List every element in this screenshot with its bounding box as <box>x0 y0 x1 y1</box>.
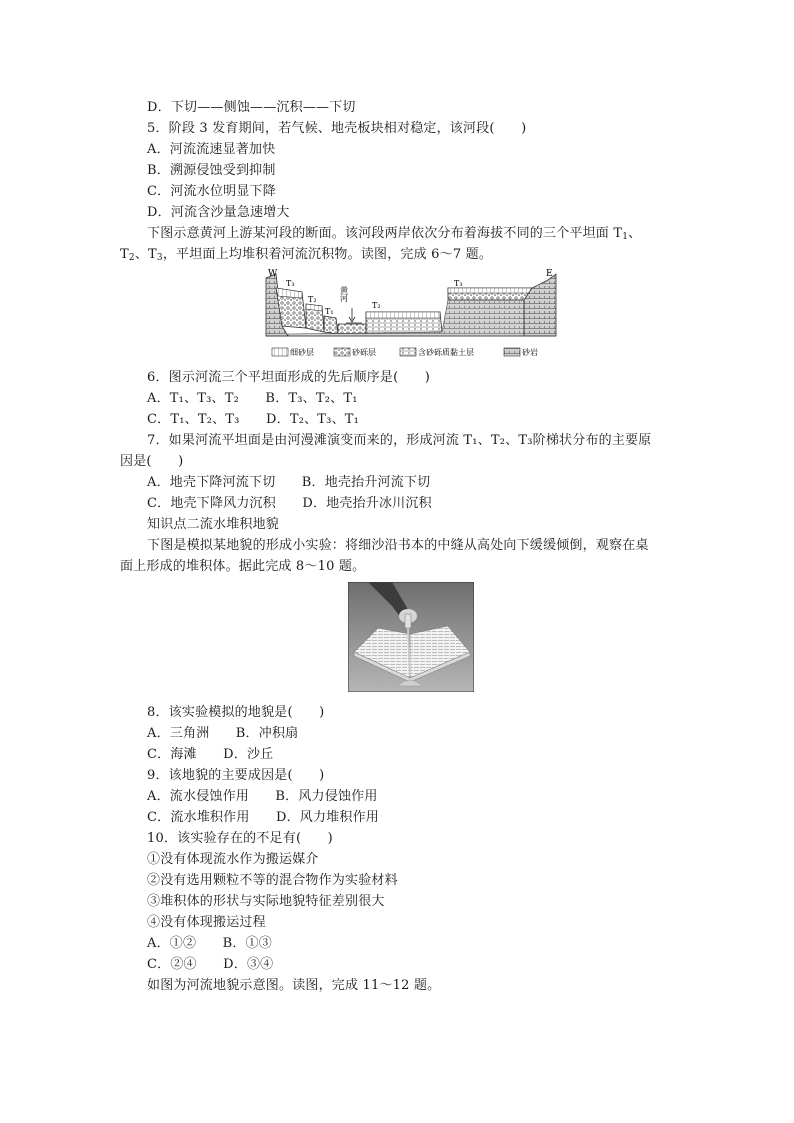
river-terrace-cross-section <box>262 266 562 362</box>
label-e: E <box>546 269 553 279</box>
q5-option-a: A．河流流速显著加快 <box>147 142 276 157</box>
question-5: 5．阶段 3 发育期间，若气候、地壳板块相对稳定，该河段( ) <box>147 121 527 136</box>
question-8: 8．该实验模拟的地貌是( ) <box>147 705 325 720</box>
q10-statement-2: ②没有选用颗粒不等的混合物作为实验材料 <box>147 873 398 888</box>
q10-options-ab: A．①② B．①③ <box>147 936 272 951</box>
question-6: 6．图示河流三个平坦面形成的先后顺序是( ) <box>147 370 431 385</box>
q10-options-cd: C．②④ D．③④ <box>147 957 274 972</box>
t1-terrace <box>324 316 338 334</box>
question-10: 10．该实验存在的不足有( ) <box>147 831 333 846</box>
sand-on-book-photo-icon <box>348 582 474 692</box>
q4-option-d: D．下切——侧蚀——沉积——下切 <box>147 100 356 115</box>
q5-option-d: D．河流含沙量急速增大 <box>147 205 290 220</box>
legend-fine-sand: 细砂层 <box>290 348 314 357</box>
question-7-line1: 7．如果河流平坦面是由河漫滩演变而来的，形成河流 T₁、T₂、T₃阶梯状分布的主要原 <box>147 433 652 448</box>
q9-options-cd: C．流水堆积作用 D．风力堆积作用 <box>147 810 379 825</box>
question-9: 9．该地貌的主要成因是( ) <box>147 768 325 783</box>
q6-options-cd: C．T₁、T₂、T₃ D．T₂、T₃、T₁ <box>147 412 360 427</box>
q10-statement-1: ①没有体现流水作为搬运媒介 <box>147 852 319 867</box>
intro-6-7-line1: 下图示意黄河上游某河段的断面。该河段两岸依次分布着海拔不同的三个平坦面 $T_1$、 <box>147 226 642 242</box>
label-river: 黄河 <box>339 286 349 302</box>
legend-clay: 含砂砾质黏土层 <box>418 348 474 357</box>
label-t1: T₁ <box>325 307 334 316</box>
q10-statement-3: ③堆积体的形状与实际地貌特征差别很大 <box>147 894 385 909</box>
label-t2-left: T₂ <box>308 295 317 304</box>
q7-options-cd: C．地壳下降风力沉积 D．地壳抬升冰川沉积 <box>147 496 432 511</box>
q8-options-cd: C．海滩 D．沙丘 <box>147 747 274 762</box>
intro-11-12: 如图为河流地貌示意图。读图，完成 11～12 题。 <box>147 978 441 993</box>
legend <box>272 347 538 357</box>
intro-8-10-line2: 面上形成的堆积体。据此完成 8～10 题。 <box>120 559 366 574</box>
river-channel <box>338 324 366 334</box>
legend-gravel: 砂砾层 <box>352 348 376 357</box>
q5-option-b: B．溯源侵蚀受到抑制 <box>147 163 276 178</box>
label-w: W <box>268 269 278 279</box>
q6-options-ab: A．T₁、T₃、T₂ B．T₃、T₂、T₁ <box>147 391 358 406</box>
q8-options-ab: A．三角洲 B．冲积扇 <box>147 726 299 741</box>
section-heading-2: 知识点二流水堆积地貌 <box>147 517 280 532</box>
label-t3-right: T₃ <box>454 279 463 288</box>
right-steep-bank <box>524 274 556 336</box>
q9-options-ab: A．流水侵蚀作用 B．风力侵蚀作用 <box>147 789 378 804</box>
intro-6-7-line2: $T_2$、$T_3$，平坦面上均堆积着河流沉积物。读图，完成 6～7 题。 <box>120 247 493 263</box>
label-t3-left: T₃ <box>286 279 295 288</box>
q10-statement-4: ④没有体现搬运过程 <box>147 915 266 930</box>
question-7-line2: 因是( ) <box>120 454 184 469</box>
intro-8-10-line1: 下图是模拟某地貌的形成小实验：将细沙沿书本的中缝从高处向下缓缓倾倒，观察在桌 <box>147 538 649 553</box>
q7-options-ab: A．地壳下降河流下切 B．地壳抬升河流下切 <box>147 475 431 490</box>
q5-option-c: C．河流水位明显下降 <box>147 184 276 199</box>
label-t2-right: T₂ <box>372 301 381 310</box>
legend-sandstone: 砂岩 <box>522 348 538 357</box>
